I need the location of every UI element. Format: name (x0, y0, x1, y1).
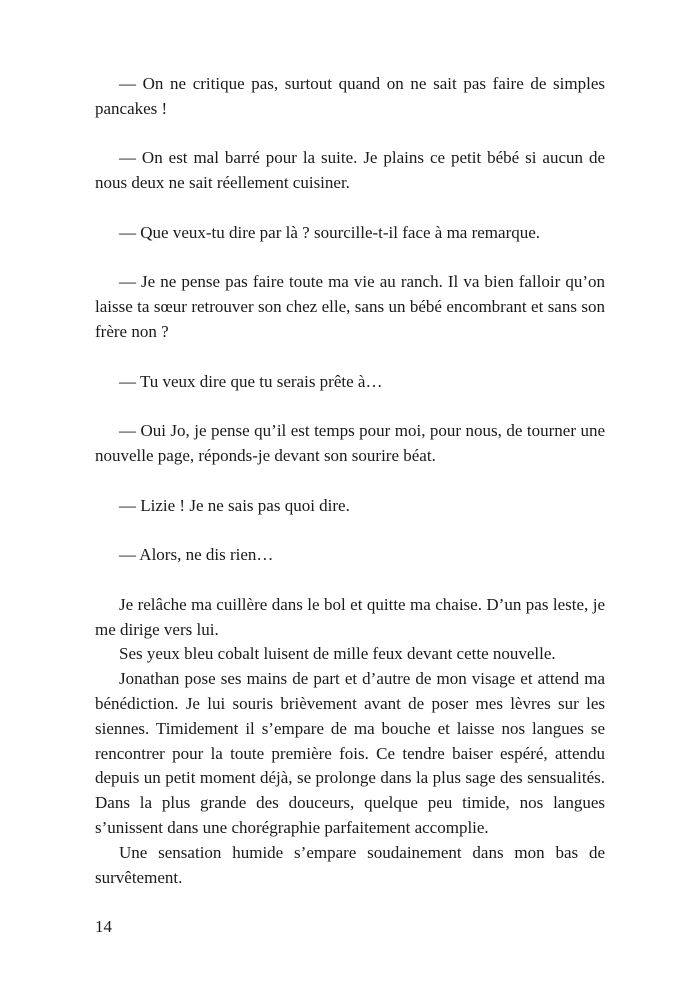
dialogue-paragraph: — Alors, ne dis rien… (119, 545, 274, 565)
page-number: 14 (95, 917, 112, 936)
dialogue-paragraph: — Oui Jo, je pense qu’il est temps pour moi, pour nous, de tourner une nouvelle page, réponds-je devant son sourire béat. (95, 421, 605, 465)
dialogue-paragraph: — Lizie ! Je ne sais pas quoi dire. (119, 495, 350, 515)
dialogue-paragraph: — On ne critique pas, surtout quand on ne sait pas faire de simples pancakes ! (95, 74, 605, 118)
narrative-paragraph: Je relâche ma cuillère dans le bol et quitte ma chaise. D’un pas leste, je me dirige vers lui. (95, 594, 605, 639)
dialogue-paragraph: — On est mal barré pour la suite. Je plains ce petit bébé si aucun de nous deux ne sait réellement cuisiner. (95, 148, 605, 193)
dialogue-paragraph: — Tu veux dire que tu serais prête à… (119, 371, 383, 391)
page-body (95, 72, 605, 890)
narrative-paragraph: Jonathan pose ses mains de part et d’autre de mon visage et attend ma bénédiction. Je lui souris brièvement avant de poser mes lèvres sur les siennes. Timidement il s’empare de ma bouche et laisse nos langues se rencontrer pour la toute première fois. Ce tendre baiser espéré, attendu depuis un petit moment déjà, se prolonge dans la plus sage des sensualités. Dans la plus grande des douceurs, quelque peu timide, nos langues s’unissent dans une chorégraphie parfaitement accomplie. (95, 669, 605, 837)
dialogue-paragraph: — Que veux-tu dire par là ? sourcille-t-il face à ma remarque. (119, 222, 541, 242)
narrative-paragraph: Ses yeux bleu cobalt luisent de mille feux devant cette nouvelle. (119, 644, 556, 664)
narrative-paragraph: Une sensation humide s’empare soudainement dans mon bas de survêtement. (95, 842, 605, 887)
dialogue-paragraph: — Je ne pense pas faire toute ma vie au ranch. Il va bien falloir qu’on laisse ta sœur retrouver son chez elle, sans un bébé encombrant et sans son frère non ? (95, 272, 605, 341)
